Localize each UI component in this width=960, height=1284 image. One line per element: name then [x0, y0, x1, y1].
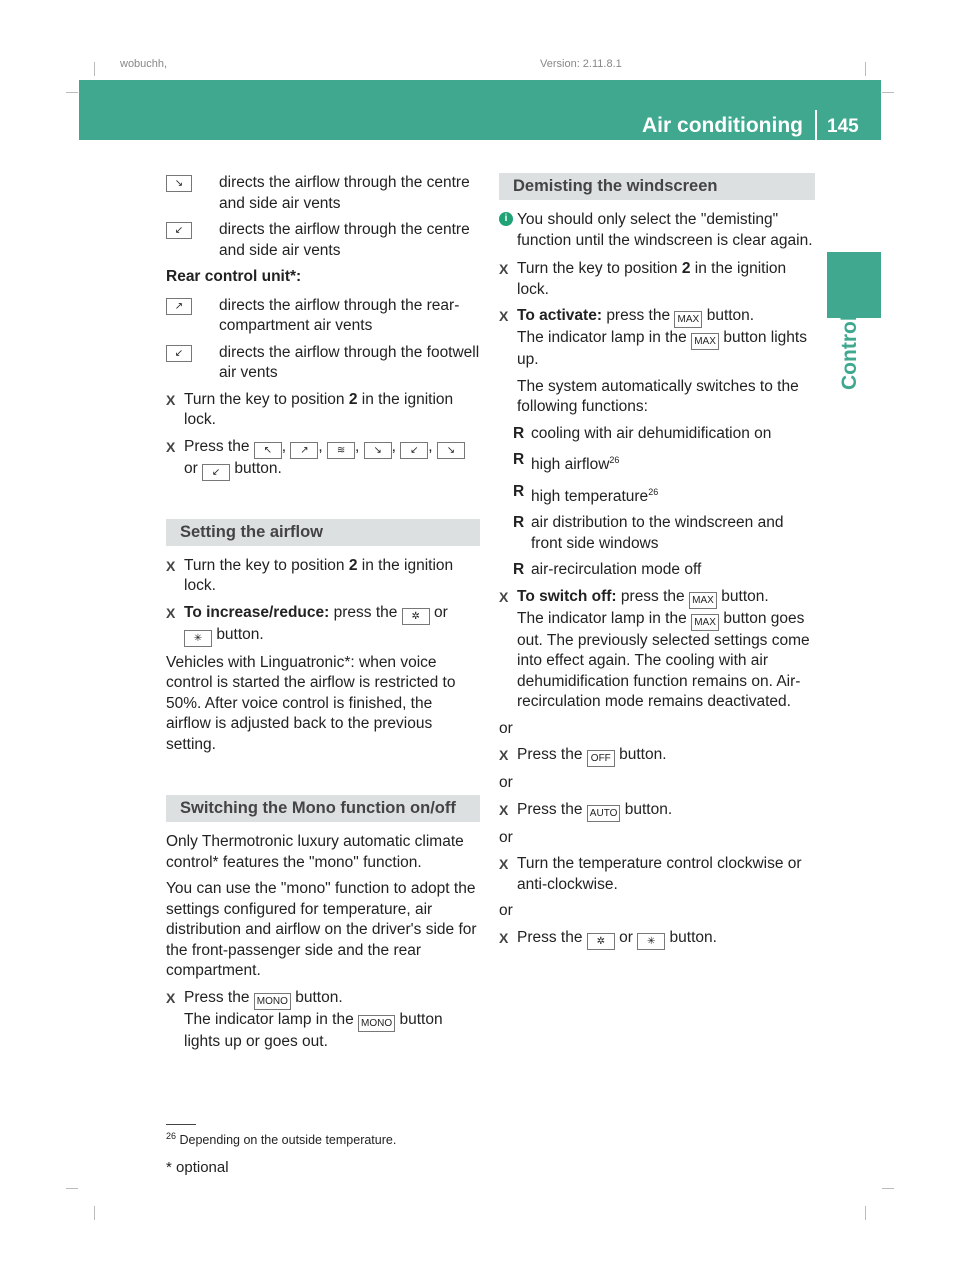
info-icon: i	[499, 212, 513, 226]
crop-mark	[94, 62, 95, 76]
list-item	[499, 560, 815, 581]
max-defrost-button-icon: MAX	[691, 614, 719, 631]
sep: ,	[355, 437, 360, 455]
list-item-text: cooling with air dehumidification on	[531, 424, 772, 442]
step-text: Turn the key to position	[517, 260, 678, 277]
vent-item-text: directs the airflow through the footwell air vents	[219, 343, 480, 381]
list-item	[499, 424, 815, 445]
step-text: button lights up or goes out.	[184, 1010, 443, 1050]
crop-mark	[94, 1206, 95, 1220]
step-text: Press the	[517, 800, 583, 818]
doc-meta-left: wobuchh,	[120, 58, 168, 70]
bullet-icon: R	[513, 451, 525, 468]
max-defrost-button-icon: MAX	[689, 592, 717, 609]
step-text: The system automatically switches to the following functions:	[517, 377, 799, 415]
step-text: Press the	[184, 437, 250, 455]
bullet-icon: R	[513, 561, 525, 579]
step-text: Press the	[184, 988, 250, 1006]
doc-meta-version: Version: 2.11.8.1	[540, 58, 622, 70]
airflow-button-icon: ↙	[202, 464, 230, 481]
instruction-step	[499, 800, 815, 822]
or-text: or	[499, 902, 513, 920]
section-heading: Demisting the windscreen	[499, 173, 815, 200]
or-text: or	[499, 828, 513, 846]
sep: ,	[318, 437, 323, 455]
sep: ,	[391, 437, 396, 455]
off-button-icon: OFF	[587, 750, 615, 767]
step-text: button.	[216, 625, 264, 643]
section-label: Controls	[838, 303, 861, 390]
step-text: press the	[333, 603, 398, 621]
mono-paragraph: You can use the "mono" function to adopt the settings configured for temperature, air distribution and airflow on the driver's side for the front-passenger side and the rear compartment.	[166, 880, 477, 979]
step-text: in the ignition lock.	[184, 556, 454, 594]
step-text: button lights up.	[517, 329, 807, 368]
step-arrow-icon: X	[499, 261, 509, 277]
step-text: The indicator lamp in the	[184, 1010, 354, 1028]
step-bold: 2	[348, 556, 358, 574]
step-bold: To activate:	[517, 307, 602, 324]
sep: or	[434, 603, 448, 621]
section-heading: Setting the airflow	[166, 519, 480, 546]
auto-button-icon: AUTO	[587, 805, 621, 822]
mono-paragraph: Only Thermotronic luxury automatic climate control* features the "mono" function.	[166, 833, 464, 871]
step-text: press the	[606, 307, 671, 324]
step-text: button goes out. The previously selected settings come into effect again. The cooling with air dehumidification function remains on. Air-recirculation mode remains deactivated.	[517, 609, 810, 711]
vent-item	[166, 296, 480, 337]
fan-increase-icon: ✲	[402, 608, 430, 625]
vent-item	[166, 173, 480, 214]
linguatronic-paragraph: Vehicles with Linguatronic*: when voice control is started the airflow is restricted to 50%. After voice control is finished, the airflow is adjusted back to the previous setting.	[166, 653, 456, 753]
step-arrow-icon: X	[499, 747, 509, 764]
step-text: button.	[624, 800, 673, 818]
step-arrow-icon: X	[166, 604, 176, 621]
step-arrow-icon: X	[499, 308, 509, 324]
airflow-centre-icon: ↘	[166, 175, 192, 192]
crop-mark	[865, 62, 866, 76]
airflow-rear-icon: ↗	[166, 298, 192, 315]
optional-note: * optional	[166, 1159, 229, 1176]
left-column	[166, 173, 480, 1058]
airflow-side-icon: ↙	[166, 222, 192, 239]
crop-mark	[882, 92, 894, 93]
bullet-icon: R	[513, 514, 525, 532]
instruction-step	[499, 745, 815, 767]
sep: or	[619, 928, 633, 946]
airflow-footwell-icon: ↙	[166, 345, 192, 362]
instruction-step	[499, 587, 815, 713]
instruction-step	[166, 603, 480, 647]
bullet-icon: R	[513, 424, 525, 442]
step-text: Turn the temperature control clockwise or anti-clockwise.	[517, 855, 802, 893]
vent-item-text: directs the airflow through the centre and side air vents	[219, 174, 470, 212]
step-text: button.	[669, 928, 717, 946]
step-arrow-icon: X	[166, 438, 176, 455]
step-text: Press the	[517, 746, 583, 764]
instruction-step	[166, 556, 480, 597]
instruction-step	[166, 437, 480, 481]
step-arrow-icon: X	[499, 929, 509, 946]
step-text: button.	[619, 746, 667, 764]
step-arrow-icon: X	[166, 391, 176, 408]
instruction-step	[499, 306, 815, 418]
header-divider	[815, 110, 817, 140]
instruction-step	[166, 988, 480, 1053]
airflow-button-icon: ↘	[437, 442, 465, 459]
footnote-ref: 26	[648, 486, 659, 497]
rear-control-heading: Rear control unit*:	[166, 268, 302, 285]
airflow-button-icon: ↙	[400, 442, 428, 459]
crop-mark	[66, 1188, 78, 1189]
step-bold: To switch off:	[517, 587, 617, 605]
footnote-number: 26	[166, 1131, 177, 1141]
step-bold: 2	[348, 390, 358, 408]
fan-decrease-icon: ✳	[637, 933, 665, 950]
step-arrow-icon: X	[166, 989, 176, 1006]
list-item-text: air distribution to the windscreen and front side windows	[531, 514, 784, 552]
footnote-text: Depending on the outside temperature.	[179, 1133, 397, 1148]
step-bold: 2	[681, 260, 691, 277]
step-arrow-icon: X	[499, 856, 509, 873]
vent-item-text: directs the airflow through the centre and side air vents	[219, 221, 470, 259]
section-heading: Switching the Mono function on/off	[166, 795, 480, 822]
bullet-icon: R	[513, 482, 525, 500]
page-title: Air conditioning	[642, 114, 803, 137]
step-text: The indicator lamp in the	[517, 329, 687, 346]
list-item	[499, 450, 815, 476]
instruction-step	[499, 928, 815, 950]
mono-button-icon: MONO	[254, 993, 291, 1010]
step-arrow-icon: X	[166, 557, 176, 574]
list-item	[499, 513, 815, 554]
mono-button-icon: MONO	[358, 1015, 395, 1032]
step-text: button.	[295, 988, 343, 1006]
airflow-button-icon: ↗	[290, 442, 318, 459]
vent-item-text: directs the airflow through the rear-compartment air vents	[219, 296, 460, 334]
fan-increase-icon: ✲	[587, 933, 615, 950]
step-text: Turn the key to position	[184, 556, 345, 574]
step-text: Turn the key to position	[184, 390, 345, 408]
step-text: in the ignition lock.	[184, 390, 454, 428]
step-text: in the ignition lock.	[517, 260, 787, 298]
step-text: Press the	[517, 928, 583, 946]
fan-decrease-icon: ✳	[184, 630, 212, 647]
instruction-step	[499, 259, 815, 300]
airflow-button-icon: ↘	[364, 442, 392, 459]
sep: ,	[281, 437, 287, 455]
list-item-text: high airflow	[531, 456, 610, 474]
list-item-text: high temperature	[531, 487, 649, 505]
step-arrow-icon: X	[499, 588, 509, 605]
crop-mark	[882, 1188, 894, 1189]
footnote-ref: 26	[609, 455, 620, 465]
info-text: You should only select the "demisting" function until the windscreen is clear again.	[517, 211, 813, 249]
or-text: or	[499, 774, 513, 792]
vent-item	[166, 343, 480, 384]
step-arrow-icon: X	[499, 801, 509, 818]
step-text: button.	[234, 459, 282, 477]
max-defrost-button-icon: MAX	[674, 311, 702, 328]
sep: ,	[428, 437, 433, 455]
step-text: The indicator lamp in the	[517, 609, 687, 627]
airflow-button-icon: ↖	[254, 442, 282, 459]
sep: or	[184, 459, 198, 477]
instruction-step	[166, 390, 480, 431]
vent-item	[166, 220, 480, 261]
right-column	[499, 173, 815, 956]
list-item	[499, 482, 815, 508]
step-bold: To increase/reduce:	[184, 603, 330, 621]
footnote-rule	[166, 1124, 196, 1125]
crop-mark	[865, 1206, 866, 1220]
list-item-text: air-recirculation mode off	[531, 561, 702, 579]
step-text: button.	[721, 587, 769, 605]
page-number: 145	[827, 116, 859, 137]
max-defrost-button-icon: MAX	[691, 333, 719, 350]
step-text: press the	[620, 587, 685, 605]
or-text: or	[499, 719, 513, 737]
info-note	[499, 210, 815, 251]
instruction-step	[499, 854, 815, 895]
step-text: button.	[706, 307, 755, 324]
crop-mark	[66, 92, 78, 93]
airflow-button-icon: ≋	[327, 442, 355, 459]
footnote	[166, 1131, 396, 1147]
